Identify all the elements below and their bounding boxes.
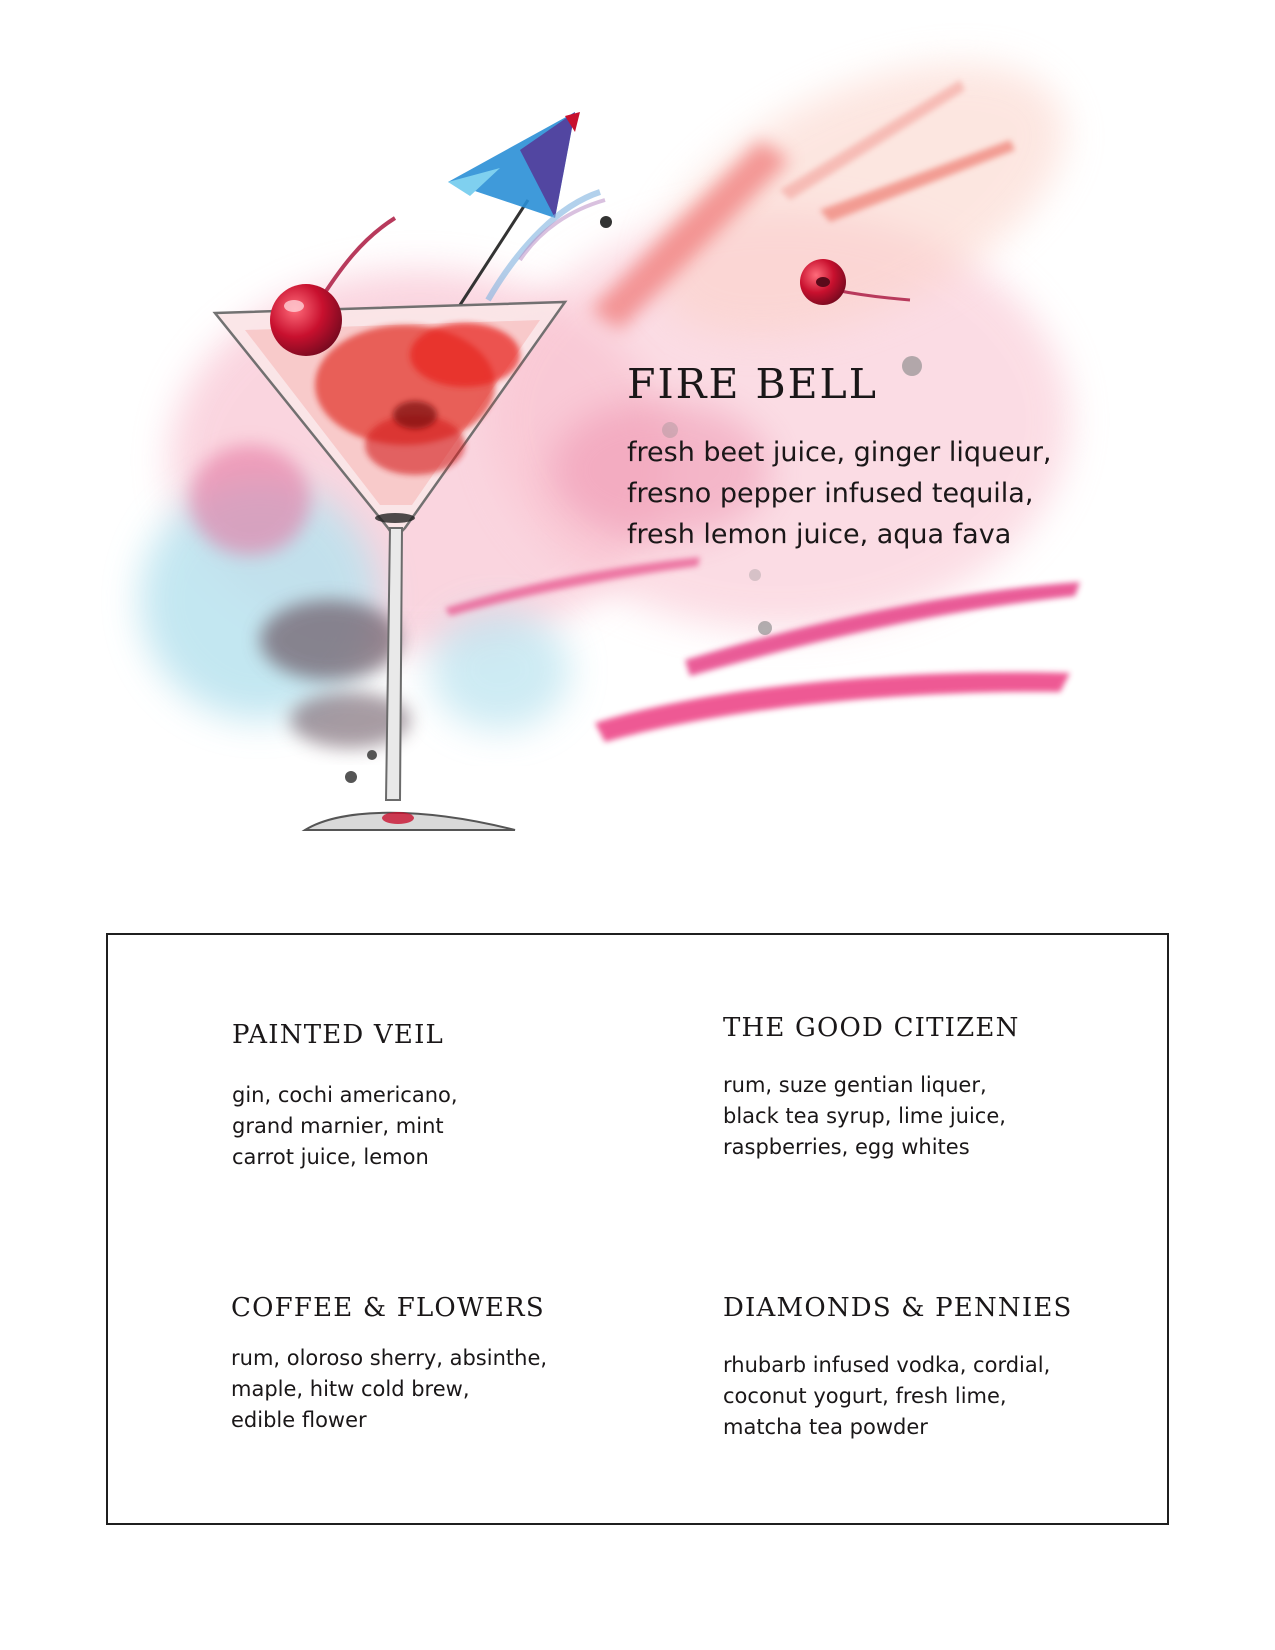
ingredient-line: fresh lemon juice, aqua fava xyxy=(627,519,1012,550)
menu-item-title: PAINTED VEIL xyxy=(232,1020,445,1050)
menu-item-ingredients xyxy=(723,1350,1163,1443)
ingredient-line: grand marnier, mint xyxy=(232,1114,444,1138)
menu-item-ingredients xyxy=(232,1080,672,1173)
menu-item-title: COFFEE & FLOWERS xyxy=(231,1293,545,1323)
menu-item-title: DIAMONDS & PENNIES xyxy=(723,1293,1073,1323)
ingredient-line: matcha tea powder xyxy=(723,1415,928,1439)
cocktail-menu-box xyxy=(106,933,1169,1525)
ingredient-line: black tea syrup, lime juice, xyxy=(723,1104,1006,1128)
ingredient-line: rhubarb infused vodka, cordial, xyxy=(723,1353,1051,1377)
featured-cocktail xyxy=(627,360,1147,555)
ingredient-line: coconut yogurt, fresh lime, xyxy=(723,1384,1007,1408)
ingredient-line: raspberries, egg whites xyxy=(723,1135,970,1159)
ingredient-line: maple, hitw cold brew, xyxy=(231,1377,470,1401)
menu-item xyxy=(723,1293,1163,1443)
menu-item-ingredients xyxy=(231,1343,671,1436)
ingredient-line: rum, oloroso sherry, absinthe, xyxy=(231,1346,548,1370)
menu-item-ingredients xyxy=(723,1070,1163,1163)
ingredient-line: gin, cochi americano, xyxy=(232,1083,458,1107)
ingredient-line: fresno pepper infused tequila, xyxy=(627,478,1034,509)
ingredient-line: carrot juice, lemon xyxy=(232,1145,429,1169)
ingredient-line: rum, suze gentian liquer, xyxy=(723,1073,987,1097)
menu-item-title: THE GOOD CITIZEN xyxy=(723,1013,1020,1043)
menu-item xyxy=(232,1020,672,1173)
ingredient-line: edible flower xyxy=(231,1408,367,1432)
ingredient-line: fresh beet juice, ginger liqueur, xyxy=(627,437,1052,468)
featured-cocktail-title: FIRE BELL xyxy=(627,360,878,408)
menu-item xyxy=(723,1013,1163,1163)
featured-cocktail-description xyxy=(627,432,1147,555)
menu-item xyxy=(231,1293,671,1436)
